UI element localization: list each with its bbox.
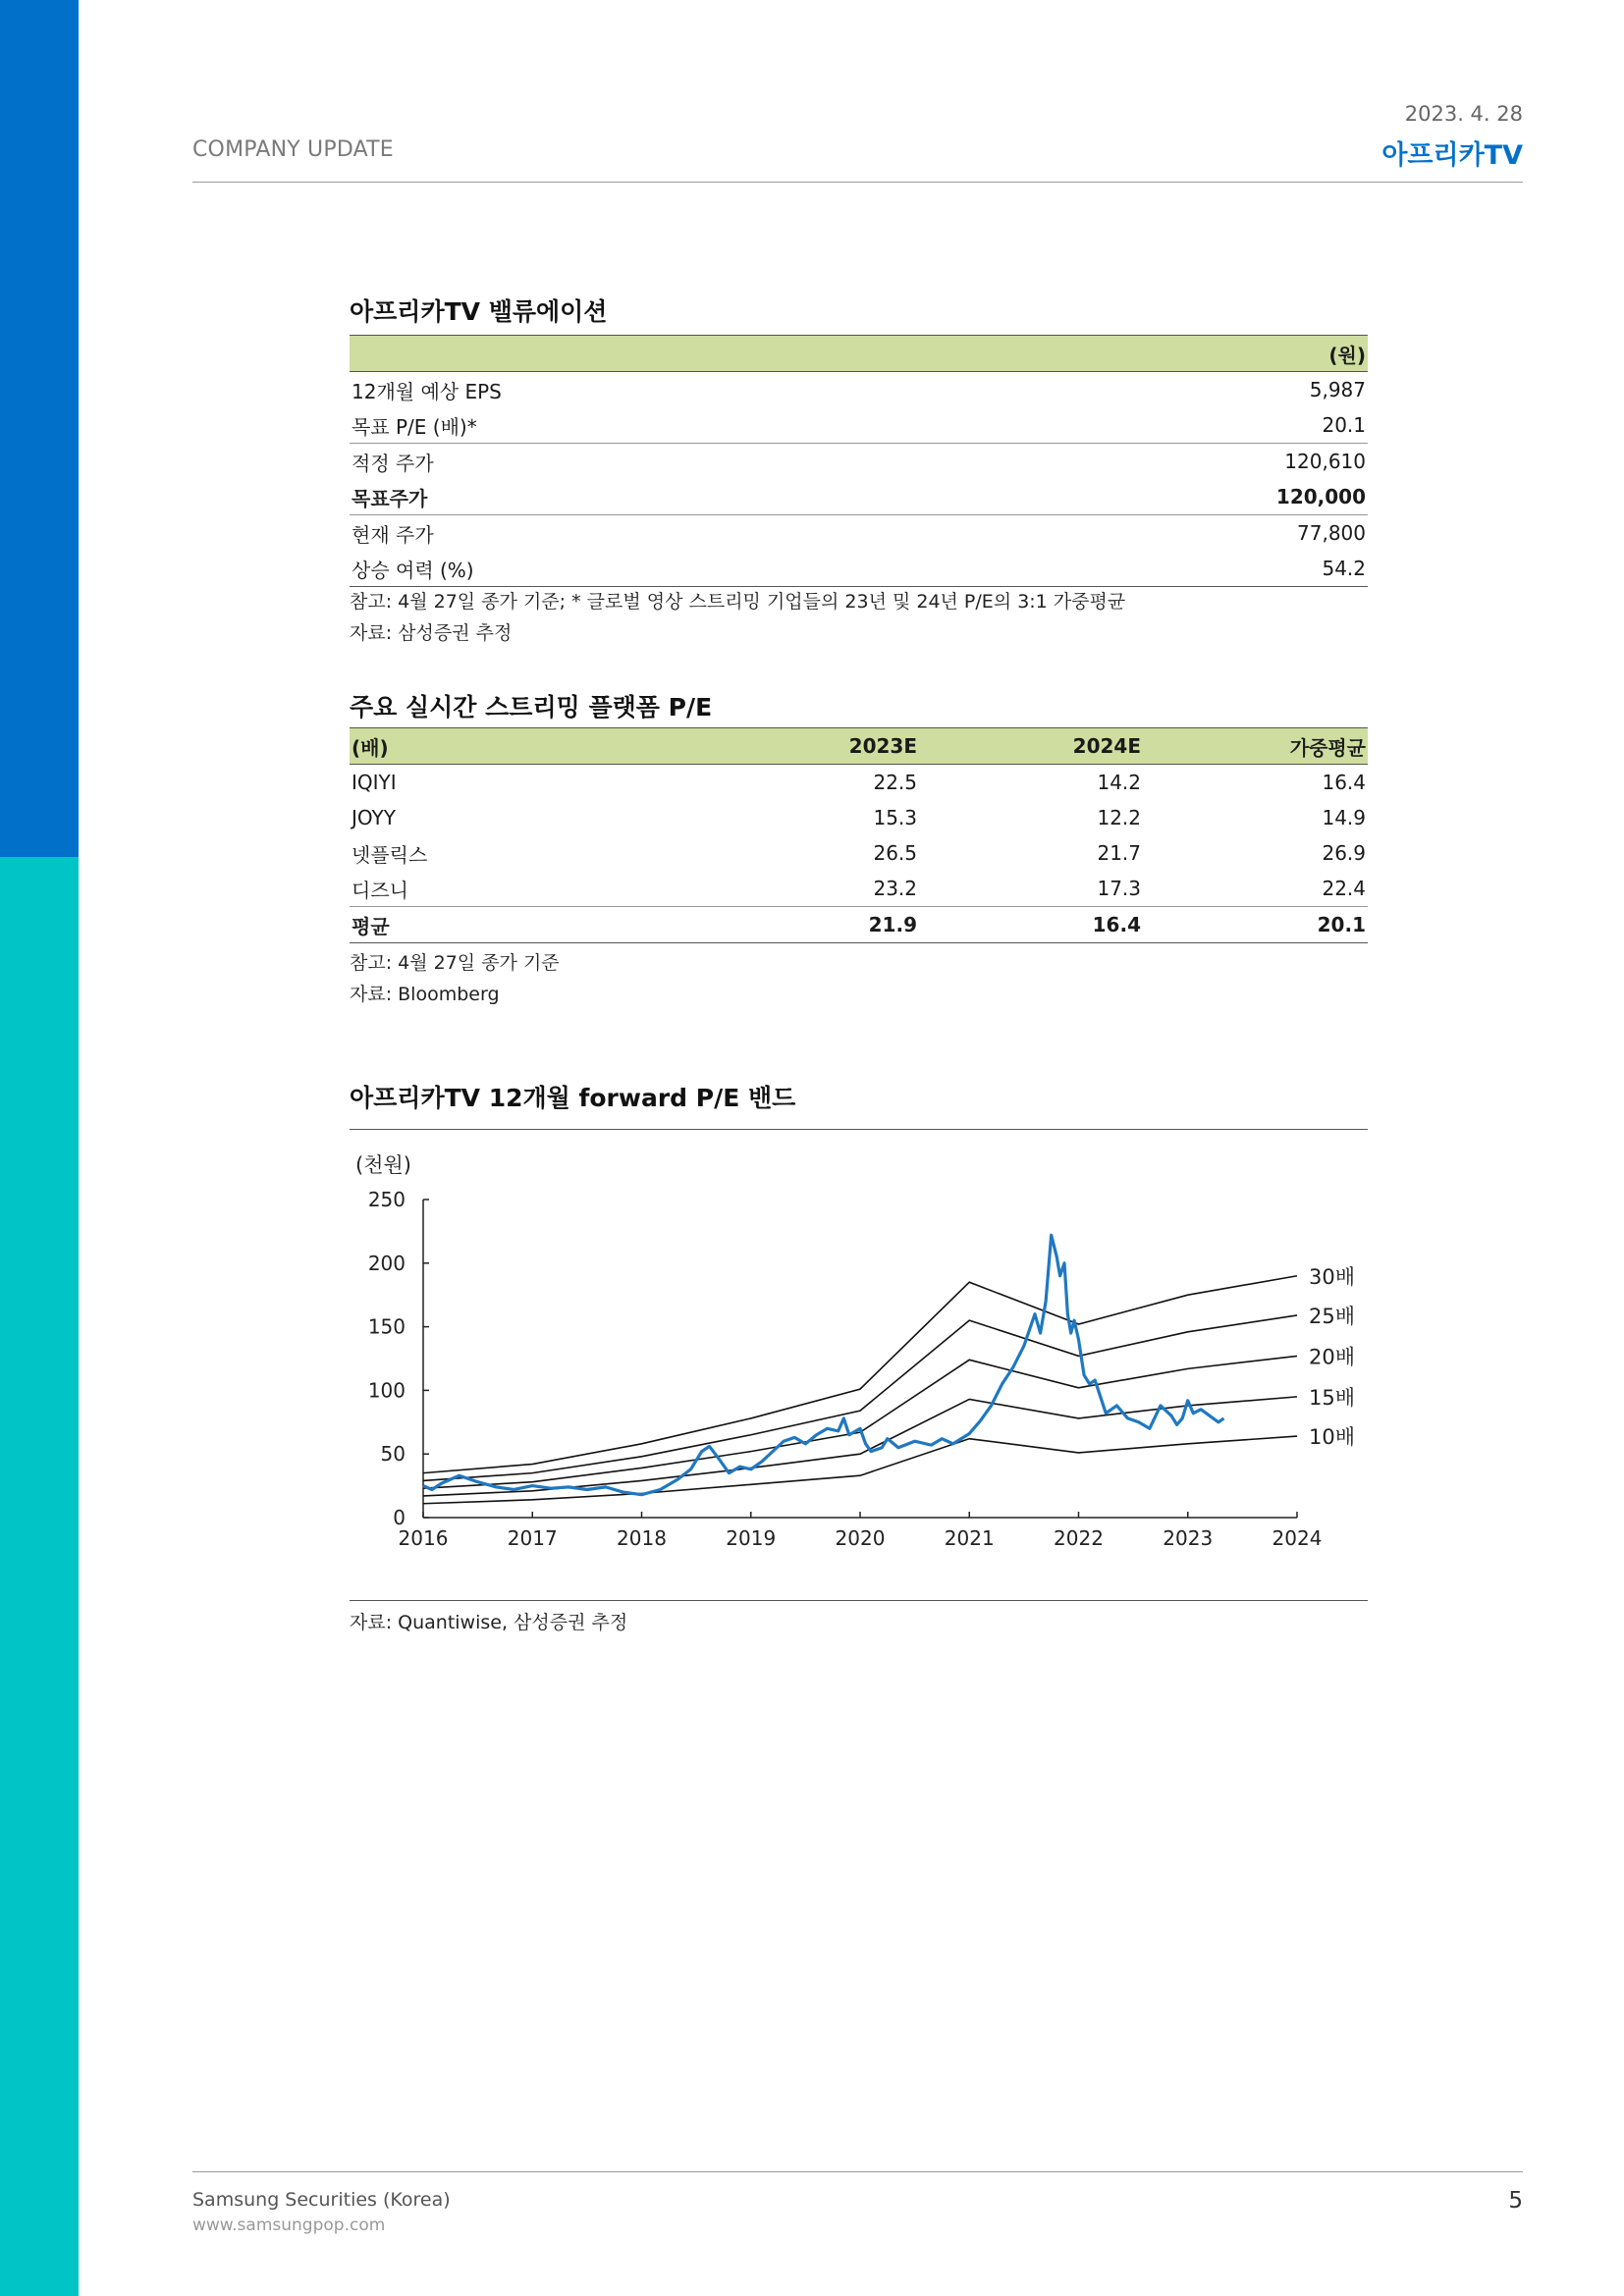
x-tick-label: 2024 [1272, 1526, 1323, 1550]
peer-value: 21.7 [1097, 841, 1141, 865]
chart-bottom-divider [350, 1600, 1368, 1601]
unit-label: (원) [984, 336, 1368, 372]
company-name: 아프리카TV [1381, 140, 1523, 171]
peer-value: 12.2 [1097, 806, 1141, 829]
y-axis-unit: (천원) [355, 1153, 411, 1177]
peer-name: IQIYI [352, 771, 397, 794]
band-label: 15배 [1309, 1385, 1356, 1410]
table-row [350, 551, 1368, 587]
y-tick-label: 100 [367, 1378, 406, 1403]
x-tick-label: 2020 [835, 1526, 886, 1550]
chart-source: 자료: Quantiwise, 삼성증권 추정 [350, 1612, 628, 1633]
band-lines [423, 1265, 1355, 1504]
x-tick-label: 2017 [507, 1526, 558, 1550]
peers-table [350, 727, 1368, 943]
table-row [350, 407, 1368, 444]
header-cell: 2024E [919, 728, 1143, 765]
x-tick-label: 2021 [944, 1526, 995, 1550]
row-label: 목표 P/E (배)* [352, 414, 477, 439]
table-row [350, 372, 1368, 408]
peer-name: 넷플릭스 [352, 842, 428, 867]
row-value: 77,800 [984, 515, 1368, 552]
row-value: 120,610 [984, 444, 1368, 480]
header-divider [192, 182, 1523, 183]
peer-value: 14.9 [1322, 806, 1366, 829]
peer-value: 17.3 [1097, 877, 1141, 900]
band-line [423, 1356, 1297, 1488]
peer-value: 22.4 [1322, 877, 1366, 900]
chart-top-divider [350, 1129, 1368, 1130]
row-label: 12개월 예상 EPS [352, 379, 502, 403]
sidebar-accent-top [0, 0, 79, 857]
valuation-table [350, 335, 1368, 587]
row-value: 5,987 [1309, 378, 1366, 401]
footer-url[interactable]: www.samsungpop.com [192, 2216, 386, 2235]
footer-company: Samsung Securities (Korea) [192, 2189, 451, 2211]
x-tick-label: 2022 [1054, 1526, 1104, 1550]
table-row [350, 765, 1368, 801]
header-cell: 가중평균 [1143, 728, 1368, 765]
pe-band-chart [350, 1139, 1368, 1590]
peer-value: 20.1 [1143, 907, 1368, 943]
band-label: 10배 [1309, 1425, 1356, 1450]
row-label: 목표주가 [352, 486, 428, 510]
table-row [350, 515, 1368, 552]
band-label: 25배 [1309, 1304, 1356, 1328]
table-row [350, 835, 1368, 871]
table-header-row [350, 728, 1368, 765]
y-tick-label: 0 [393, 1506, 406, 1529]
table-row [350, 479, 1368, 515]
peer-value: 22.5 [873, 771, 917, 794]
row-value: 120,000 [1275, 485, 1366, 508]
footer-divider [192, 2171, 1523, 2172]
row-label: 현재 주가 [350, 515, 984, 552]
page-number: 5 [1508, 2188, 1523, 2214]
peer-name: 평균 [350, 907, 683, 943]
y-tick-label: 150 [367, 1314, 406, 1339]
price-line [423, 1235, 1223, 1494]
table-row [350, 800, 1368, 835]
header-cell [350, 336, 984, 372]
table-row-average [350, 907, 1368, 943]
peer-value: 21.9 [683, 907, 919, 943]
report-date: 2023. 4. 28 [1404, 102, 1523, 126]
table-row [350, 871, 1368, 907]
peer-value: 26.5 [873, 841, 917, 865]
valuation-title: 아프리카TV 밸류에이션 [350, 297, 608, 326]
band-line [423, 1276, 1297, 1473]
peers-source: 자료: Bloomberg [350, 984, 500, 1005]
header-cell: 2023E [683, 728, 919, 765]
table-row [350, 444, 1368, 480]
band-label: 30배 [1309, 1264, 1356, 1289]
report-type: COMPANY UPDATE [192, 137, 394, 162]
sidebar-accent-bottom [0, 857, 79, 2296]
y-tick-label: 250 [367, 1188, 406, 1211]
row-label: 상승 여력 (%) [350, 551, 984, 587]
peer-value: 15.3 [873, 806, 917, 829]
peer-value: 14.2 [1097, 771, 1141, 794]
x-tick-label: 2016 [398, 1526, 449, 1550]
valuation-source: 자료: 삼성증권 추정 [350, 622, 513, 644]
peer-name: 디즈니 [352, 878, 408, 902]
peer-value: 16.4 [919, 907, 1143, 943]
peer-value: 26.9 [1322, 841, 1366, 865]
peers-note: 참고: 4월 27일 종가 기준 [350, 952, 560, 974]
x-tick-label: 2023 [1163, 1526, 1214, 1550]
peers-title: 주요 실시간 스트리밍 플랫폼 P/E [350, 693, 713, 721]
table-header-row [350, 336, 1368, 372]
chart-title: 아프리카TV 12개월 forward P/E 밴드 [350, 1084, 796, 1112]
x-tick-label: 2018 [617, 1526, 667, 1550]
chart-axes [368, 1188, 1323, 1550]
price-line-group [423, 1235, 1223, 1494]
row-value: 54.2 [984, 551, 1368, 587]
row-value: 20.1 [1322, 413, 1366, 437]
y-tick-label: 200 [367, 1251, 406, 1275]
valuation-note: 참고: 4월 27일 종가 기준; * 글로벌 영상 스트리밍 기업들의 23년 및 24년 P/E의 3:1 가중평균 [350, 591, 1126, 613]
x-tick-label: 2019 [726, 1526, 777, 1550]
row-label: 적정 주가 [350, 444, 984, 480]
band-label: 20배 [1309, 1345, 1356, 1369]
peer-value: 16.4 [1322, 771, 1366, 794]
header-cell: (배) [350, 728, 683, 765]
peer-name: JOYY [352, 806, 396, 829]
peer-value: 23.2 [873, 877, 917, 900]
y-tick-label: 50 [380, 1442, 406, 1467]
band-line [423, 1315, 1297, 1480]
